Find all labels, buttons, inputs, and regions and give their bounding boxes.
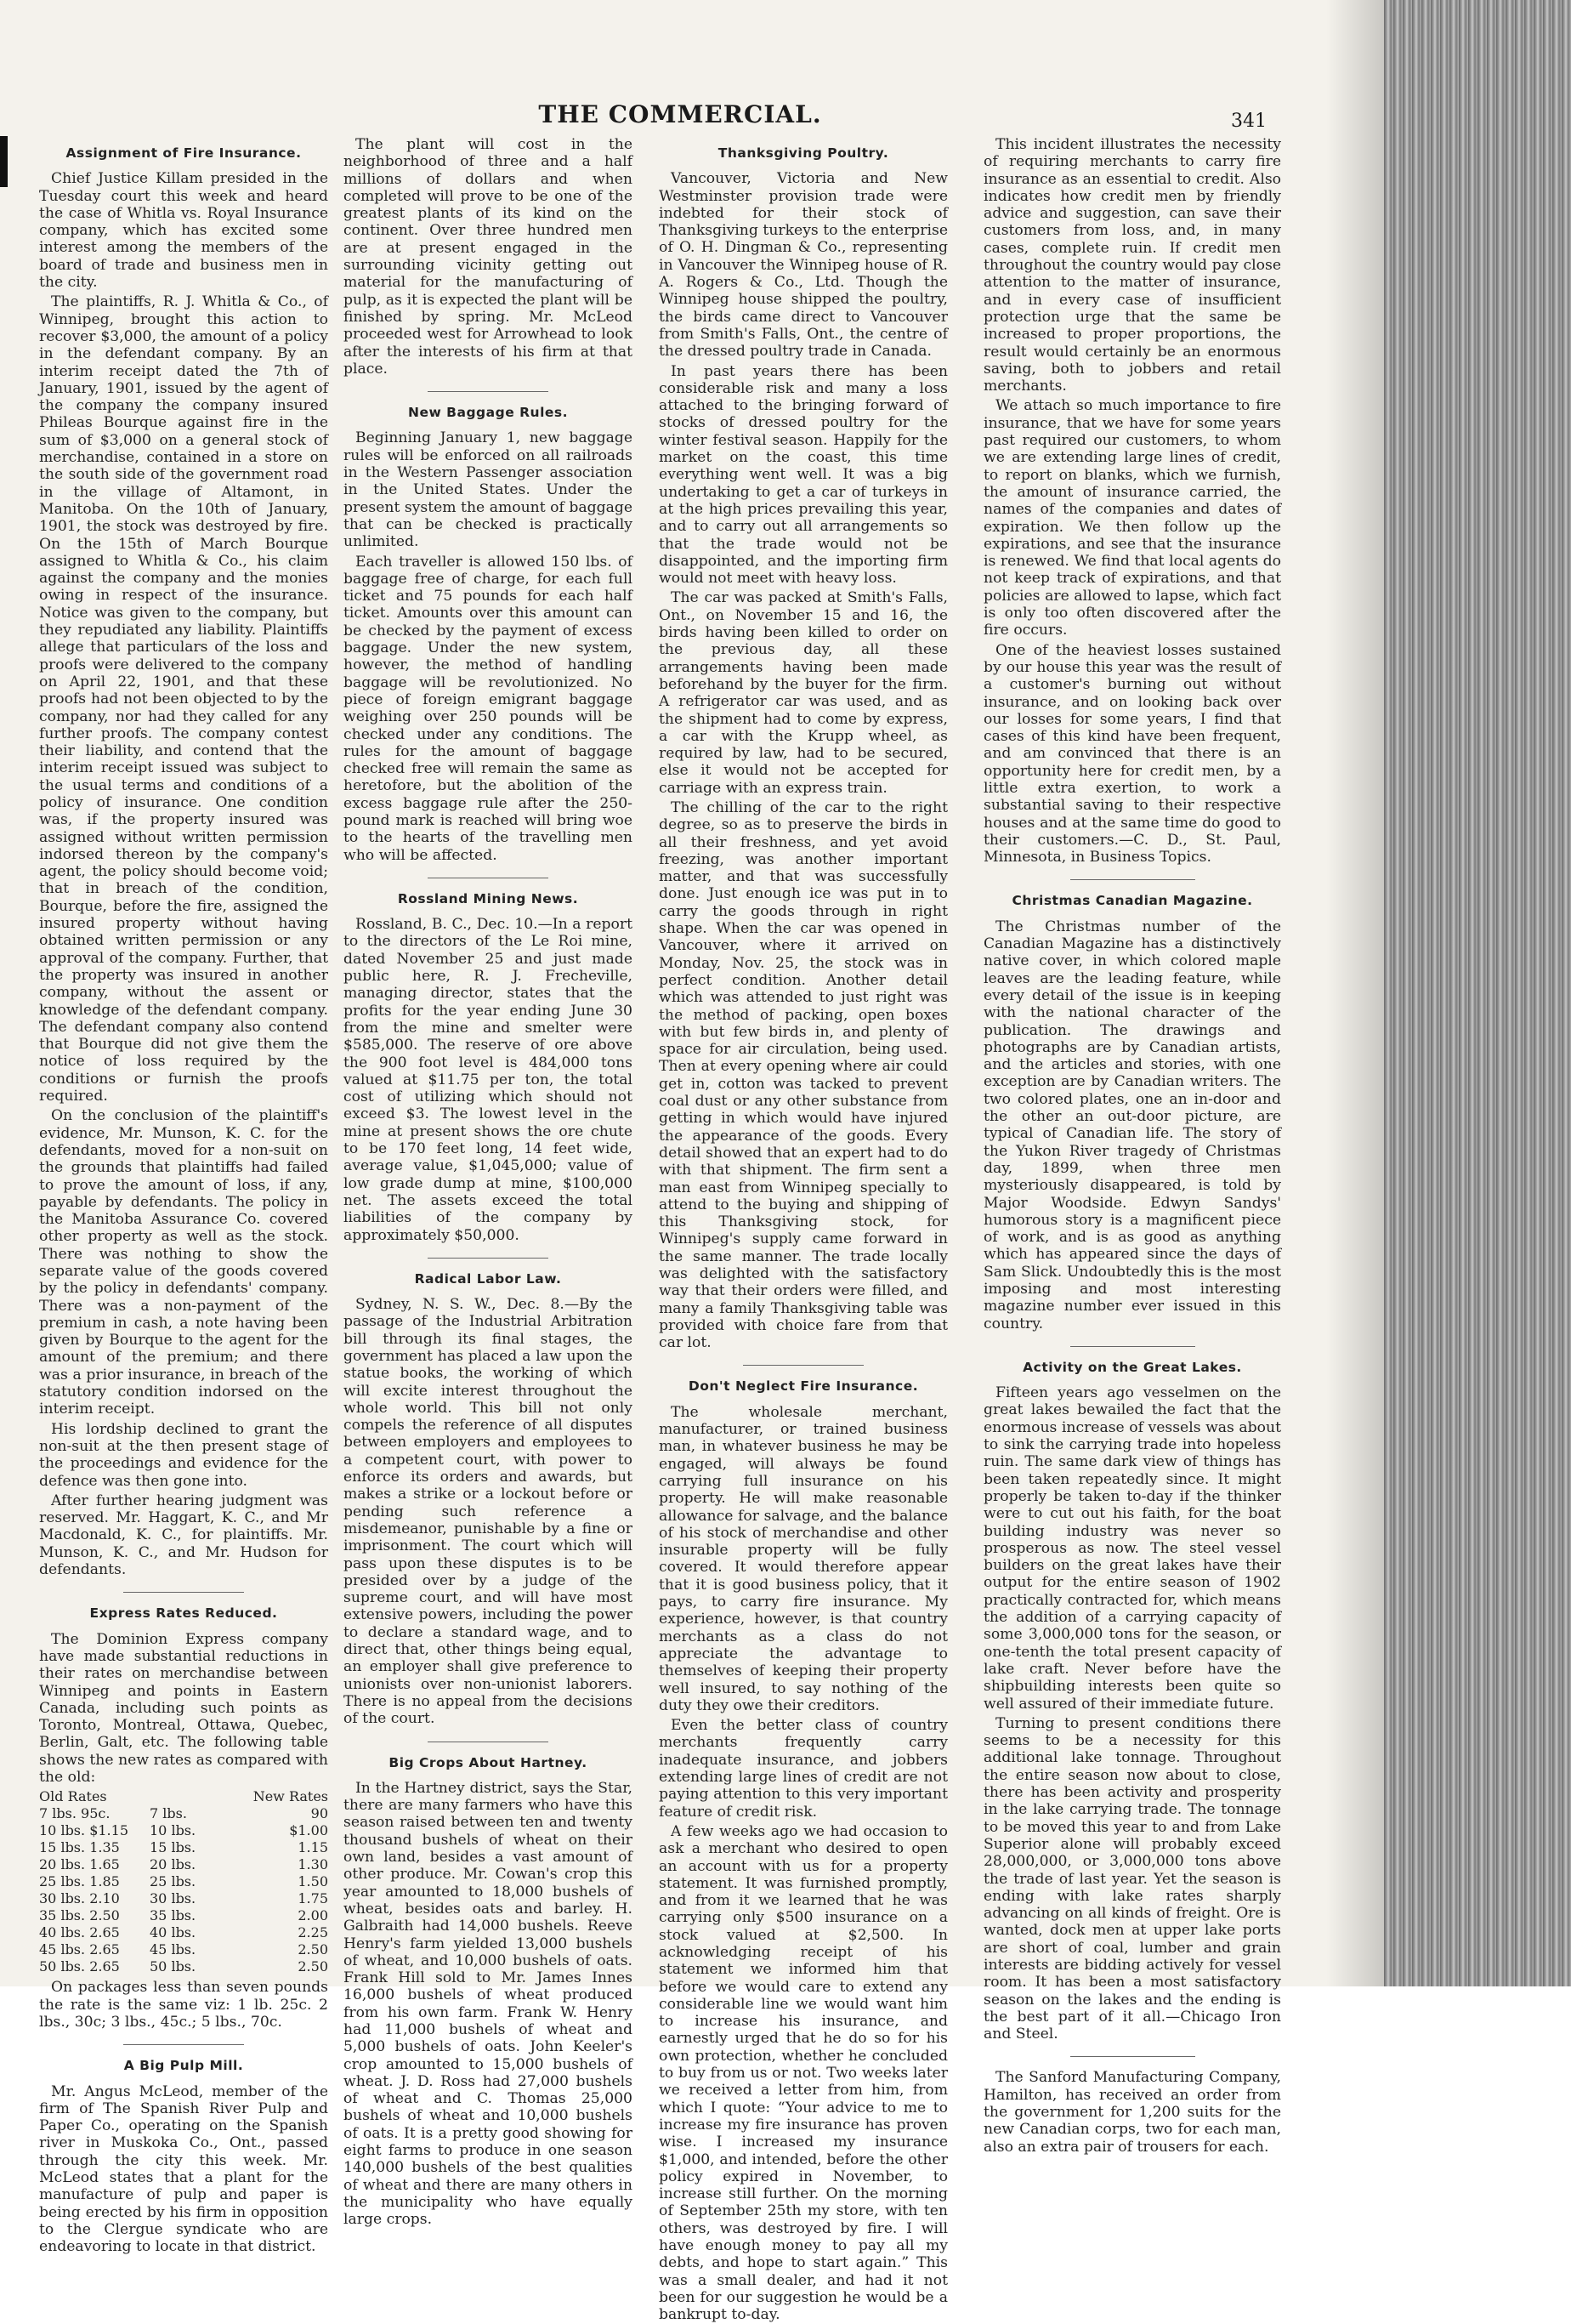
rate-old: 50 lbs. 2.65	[39, 1958, 120, 1975]
article-paragraph: The plaintiffs, R. J. Whitla & Co., of Winnipeg, brought this action to recover $3,000, the amount of a policy in the defendant company. By an interim receipt dated the 7th of January, 1901, issued by the agent of the company the company insured Phileas Bourque against fire in the sum of $3,000 on a general stock of merchandise, contained in a store on the south side of the government road in the village of Altamont, in Manitoba. On the 10th of January, 1901, the stock was destroyed by fire. On the 15th of March Bourque assigned to Whitla & Co., his claim against the company and the monies owing in respect of the insurance. Notice was given to the company, but they repudiated any liability. Plaintiffs allege that particulars of the loss and proofs were delivered to the company on April 22, 1901, and that these proofs had not been objected to by the company, nor had they called for any further proofs. The company contest their liability, and contend that the interim receipt issued was subject to the usual terms and conditions of a policy of insurance. One condition was, if the property insured was assigned without written permission indorsed thereon by the company's agent, the policy should become void; that in breach of the condition, Bourque, before the fire, assigned the insured property without having obtained written permission or any approval of the company. Further, that the property was insured in another company, without the assent or knowledge of the defendant company. The defendant company also contend that Bourque did not give them the notice of loss required by the conditions or furnish the proofs required.	[39, 293, 328, 1105]
rate-weight: 15 lbs.	[150, 1839, 196, 1856]
article-divider	[1070, 879, 1195, 880]
article-paragraph: Rossland, B. C., Dec. 10.—In a report to the directors of the Le Roi mine, dated November 25 and just made public here, R. J. Frecheville, managing director, states that the profits for the year ending June 30 from the mine and smelter were $585,000. The reserve of ore above the 900 foot level is 484,000 tons valued at $11.75 per ton, the total cost of utilizing which should not exceed $3. The lowest level in the mine at present shows the ore chute to be 170 feet long, 14 feet wide, average value, $1,045,000; value of low grade dump at mine, $100,000 net. The assets exceed the total liabilities of the company by approximately $50,000.	[343, 916, 632, 1244]
rates-row	[39, 1873, 328, 1890]
rate-old: 20 lbs. 1.65	[39, 1856, 120, 1873]
article-title: Rossland Mining News.	[397, 890, 579, 906]
rate-new: 2.50	[298, 1958, 328, 1975]
article-divider	[123, 2044, 245, 2045]
article-paragraph: One of the heaviest losses sustained by our house this year was the result of a customer's burning out without insurance, and on looking back over our losses for some years, I find that cases of this kind have been frequent, and am convinced that there is an opportunity here for credit men, by a little extra exertion, to work a substantial saving to their respective houses and at the same time do good to their customers.—C. D., St. Paul, Minnesota, in Business Topics.	[984, 641, 1281, 867]
page-number: 341	[1231, 111, 1267, 132]
article-title: Big Crops About Hartney.	[388, 1754, 587, 1770]
column-2	[343, 136, 632, 2229]
rate-weight: 30 lbs.	[150, 1890, 196, 1907]
rates-row	[39, 1890, 328, 1907]
rates-row	[39, 1805, 328, 1822]
article-divider	[428, 391, 549, 392]
rate-new: 2.25	[298, 1924, 328, 1941]
rate-old: 45 lbs. 2.65	[39, 1941, 120, 1958]
article-paragraph: On packages less than seven pounds the rate is the same viz: 1 lb. 25c. 2 lbs., 30c; 3 lbs., 45c.; 5 lbs., 70c.	[39, 1979, 328, 2031]
article-title: Don't Neglect Fire Insurance.	[688, 1378, 919, 1395]
rates-row	[39, 1822, 328, 1839]
article-divider	[123, 1592, 245, 1593]
rate-old: 30 lbs. 2.10	[39, 1890, 120, 1907]
article-paragraph: The chilling of the car to the right degree, so as to preserve the birds in all their freshness, and yet avoid freezing, was another important matter, and that was successfully done. Just enough ice was put in to carry the goods through in right shape. When the car was opened in Vancouver, where it arrived on Monday, Nov. 25, the stock was in perfect condition. Another detail which was attended to just right was the method of packing, open boxes with but few birds in, and plenty of space for air circulation, being used. Then at every opening where air could get in, cotton was tacked to prevent coal dust or any other substance from getting in which would have injured the appearance of the goods. Every detail showed that an expert had to do with that shipment. The firm sent a man east from Winnipeg specially to attend to the buying and shipping of this Thanksgiving stock, for Winnipeg's supply came forward in the same manner. The trade locally was delighted with the satisfactory way that their orders were filled, and many a family Thanksgiving table was provided with choice fare from that car lot.	[659, 798, 948, 1352]
rate-old: 35 lbs. 2.50	[39, 1907, 120, 1924]
article-paragraph: The car was packed at Smith's Falls, Ont., on November 15 and 16, the birds having been killed to order on the previous day, all these arrangements having been made beforehand by the buyer for the firm. A refrigerator car was used, and as the shipment had to come by express, a car with the Krupp wheel, as required by law, had to be secured, else it would not be accepted for carriage with an express train.	[659, 589, 948, 797]
article-title: A Big Pulp Mill.	[123, 2058, 244, 2074]
binding-shadow	[1326, 0, 1386, 1986]
article-paragraph: Beginning January 1, new baggage rules will be enforced on all railroads in the Western Passenger association in the United States. Under the present system the amount of baggage that can be checked is practically unlimited.	[343, 429, 632, 551]
article-paragraph: Fifteen years ago vesselmen on the great lakes bewailed the fact that the enormous increase of vessels was about to sink the carrying trade into hopeless ruin. The same dark view of things has been taken repeatedly since. It might properly be taken to-day if the thinker were to cut out his faith, for the boat building industry was never so prosperous as now. The steel vessel builders on the great lakes have their output for the entire season of 1902 practically contracted for, which means the addition of a carrying capacity of some 3,000,000 tons for the season, or one-tenth the total present capacity of lake craft. Never before have the shipbuilding interests been quite so well assured of their immediate future.	[984, 1384, 1281, 1713]
article-paragraph: In the Hartney district, says the Star, there are many farmers who have this season raised between ten and twenty thousand bushels of wheat on their own land, besides a vast amount of other produce. Mr. Cowan's crop this year amounted to 18,000 bushels of wheat, besides oats and barley. H. Galbraith had 14,000 bushels. Reeve Henry's farm yielded 13,000 bushels of wheat, and 10,000 bushels of oats. Frank Hill sold to Mr. James Innes 16,000 bushels of wheat produced from his own farm. Frank W. Henry had 11,000 bushels of wheat and 5,000 bushels of oats. John Keeler's crop amounted to 15,000 bushels of wheat. J. D. Ross had 27,000 bushels of wheat and C. Thomas 25,000 bushels of wheat and 10,000 bushels of oats. It is a pretty good showing for eight farms to produce in one season 140,000 bushels of the best qualities of wheat and there are many others in the municipality who have equally large crops.	[343, 1779, 632, 2229]
rate-weight: 25 lbs.	[150, 1873, 196, 1890]
rate-new: 1.75	[298, 1890, 328, 1907]
rate-old: 25 lbs. 1.85	[39, 1873, 120, 1890]
rates-row	[39, 1958, 328, 1975]
rates-col-old: Old Rates	[39, 1788, 107, 1805]
rate-weight: 10 lbs.	[150, 1822, 196, 1839]
rate-weight: 7 lbs.	[150, 1805, 187, 1822]
article-paragraph: Each traveller is allowed 150 lbs. of baggage free of charge, for each full ticket and 75 pounds for each half ticket. Amounts over this amount can be checked by the payment of excess baggage. Under the new system, however, the method of handling baggage will be revolutionized. No piece of foreign emigrant baggage weighing over 250 pounds will be checked under any conditions. The rules for the amount of baggage checked free will remain the same as heretofore, but the abolition of the excess baggage rule after the 250-pound mark is reached will bring woe to the hearts of the travelling men who will be affected.	[343, 553, 632, 864]
article-paragraph: The Dominion Express company have made substantial reductions in their rates on merchandise between Winnipeg and points in Eastern Canada, including such points as Toronto, Montreal, Ottawa, Quebec, Berlin, Galt, etc. The following table shows the new rates as compared with the old:	[39, 1630, 328, 1787]
article-divider	[743, 1365, 865, 1366]
rates-row	[39, 1907, 328, 1924]
column-3	[659, 136, 948, 2324]
rates-table-header	[39, 1788, 328, 1805]
rates-row	[39, 1941, 328, 1958]
rate-old: 15 lbs. 1.35	[39, 1839, 120, 1856]
rate-new: 90	[310, 1805, 328, 1822]
rates-row	[39, 1856, 328, 1873]
article-divider	[1070, 1346, 1195, 1347]
rate-old: 10 lbs. $1.15	[39, 1822, 128, 1839]
rates-row	[39, 1839, 328, 1856]
article-paragraph: Vancouver, Victoria and New Westminster provision trade were indebted for their stock of Thanksgiving turkeys to the enterprise of O. H. Dingman & Co., representing in Vancouver the Winnipeg house of R. A. Rogers & Co., Ltd. Though the Winnipeg house shipped the poultry, the birds came direct to Vancouver from Smith's Falls, Ont., the centre of the dressed poultry trade in Canada.	[659, 170, 948, 361]
article-divider	[1070, 2056, 1195, 2057]
article-title: Christmas Canadian Magazine.	[1012, 893, 1253, 909]
article-divider	[428, 1258, 549, 1259]
rate-old: 7 lbs. 95c.	[39, 1805, 111, 1822]
article-paragraph: On the conclusion of the plaintiff's evidence, Mr. Munson, K. C. for the defendants, moved for a non-suit on the grounds that plaintiffs had failed to prove the amount of loss, if any, payable by defendants. The policy in the Manitoba Assurance Co. covered other property as well as the stock. There was nothing to show the separate value of the goods covered by the policy in defendants' company. There was a non-payment of the premium in cash, a note having been given by Bourque to the agent for the amount of the premium; and there was a prior insurance, in breach of the statutory condition indorsed on the interim receipt.	[39, 1107, 328, 1418]
article-paragraph: Mr. Angus McLeod, member of the firm of The Spanish River Pulp and Paper Co., operating on the Spanish river in Muskoka Co., Ont., passed through the city this week. Mr. McLeod states that a plant for the manufacture of pulp and paper is being erected by his firm in opposition to the Clergue syndicate who are endeavoring to locate in that district.	[39, 2083, 328, 2256]
book-page-edges	[1384, 0, 1571, 1986]
article-paragraph: Even the better class of country merchants frequently carry inadequate insurance, and jobbers extending large lines of credit are not paying attention to this very important feature of credit risk.	[659, 1717, 948, 1821]
article-title: Express Rates Reduced.	[89, 1605, 278, 1622]
article-paragraph: Sydney, N. S. W., Dec. 8.—By the passage of the Industrial Arbitration bill through its final stages, the government has placed a law upon the statue books, the working of which will excite interest throughout the whole world. This bill not only compels the reference of all disputes between employers and employees to a competent court, with power to enforce its orders and awards, but makes a strike or a lockout before or pending such reference a misdemeanor, punishable by a fine or imprisonment. The court which will pass upon these disputes is to be presided over by a judge of the supreme court, and will have most extensive powers, including the power to declare a standard wage, and to direct that, other things being equal, an employer shall give preference to unionists over non-unionist laborers. There is no appeal from the decisions of the court.	[343, 1296, 632, 1728]
rate-old: 40 lbs. 2.65	[39, 1924, 120, 1941]
rate-weight: 40 lbs.	[150, 1924, 196, 1941]
rates-col-new: New Rates	[252, 1788, 328, 1805]
rate-new: 2.00	[298, 1907, 328, 1924]
article-paragraph: In past years there has been considerable risk and many a loss attached to the bringing forward of stocks of dressed poultry for the winter festival season. Happily for the market on the coast, this time everything went well. It was a big undertaking to get a car of turkeys in at the high prices prevailing this year, and to carry out all arrangements so that the trade would not be disappointed, and the importing firm would not meet with heavy loss.	[659, 362, 948, 588]
article-paragraph: The plant will cost in the neighborhood of three and a half millions of dollars and when completed will prove to be one of the greatest plants of its kind on the continent. Over three hundred men are at present engaged in the surrounding vicinity getting out material for the manufacturing of pulp, as it is expected the plant will be finished by spring. Mr. McLeod proceeded west for Arrowhead to look after the interests of his firm at that place.	[343, 136, 632, 378]
rate-weight: 35 lbs.	[150, 1907, 196, 1924]
rate-new: $1.00	[289, 1822, 328, 1839]
article-title: Assignment of Fire Insurance.	[65, 145, 302, 161]
rate-weight: 45 lbs.	[150, 1941, 196, 1958]
article-title: Thanksgiving Poultry.	[717, 145, 889, 161]
article-paragraph: This incident illustrates the necessity of requiring merchants to carry fire insurance as an essential to credit. Also indicates how credit men by friendly advice and suggestion, can save their customers from loss, and, in many cases, complete ruin. If credit men throughout the country would pay close attention to the matter of insurance, and in every case of insufficient protection urge that the same be increased to proper proportions, the result would certainly be an enormous saving, both to jobbers and retail merchants.	[984, 136, 1281, 395]
masthead-title: THE COMMERCIAL.	[538, 100, 822, 128]
scan-edge-mark-small	[0, 162, 3, 187]
article-paragraph: Turning to present conditions there seems to be a necessity for this additional lake tonnage. Throughout the entire season now about to close, there has been activity and prosperity in the lake carrying trade. The tonnage to be moved this year to and from Lake Superior alone will probably exceed 28,000,000, or 3,000,000 tons above the trade of last year. Yet the season is ending with lake rates sharply advancing on all kinds of freight. Ore is wanted, dock men at upper lake ports are short of coal, lumber and grain interests are bidding actively for vessel room. It has been a most satisfactory season on the lakes and the ending is the best part of it all.—Chicago Iron and Steel.	[984, 1714, 1281, 2043]
rate-new: 1.30	[298, 1856, 328, 1873]
rate-new: 1.15	[298, 1839, 328, 1856]
column-4	[984, 136, 1281, 2156]
rate-new: 2.50	[298, 1941, 328, 1958]
article-title: Activity on the Great Lakes.	[1023, 1359, 1242, 1375]
article-paragraph: After further hearing judgment was reserved. Mr. Haggart, K. C., and Mr Macdonald, K. C., for plaintiffs. Mr. Munson, K. C., and Mr. Hudson for defendants.	[39, 1492, 328, 1579]
rate-weight: 50 lbs.	[150, 1958, 196, 1975]
rate-new: 1.50	[298, 1873, 328, 1890]
rates-table	[39, 1788, 328, 1975]
column-1	[39, 136, 328, 2256]
rate-weight: 20 lbs.	[150, 1856, 196, 1873]
article-paragraph: The Christmas number of the Canadian Magazine has a distinctively native cover, in which colored maple leaves are the leading feature, while every detail of the issue is in keeping with the national character of the publication. The drawings and photographs are by Canadian artists, and the articles and stories, with one exception are by Canadian writers. The two colored plates, one an in-door and the other an out-door picture, are typical of Canadian life. The story of the Yukon River tragedy of Christmas day, 1899, when three men mysteriously disappeared, is told by Major Woodside. Edwyn Sandys' humorous story is a magnificent piece of work, and is as good as anything which has appeared since the days of Sam Slick. Undoubtedly this is the most imposing and most interesting magazine number ever issued in this country.	[984, 918, 1281, 1332]
article-paragraph: A few weeks ago we had occasion to ask a merchant who desired to open an account with us for a property statement. It was furnished promptly, and from it we learned that he was carrying only $500 insurance on a stock valued at $2,500. In acknowledging receipt of his statement we informed him that before we would care to extend any considerable line we would want him to increase his insurance, and earnestly urged that he do so for his own protection, whether he concluded to buy from us or not. Two weeks later we received a letter from him, from which I quote: “Your advice to me to increase my fire insurance has proven wise. I increased my insurance $1,000, and intended, before the other policy expired in November, to increase still further. On the morning of September 25th my store, with ten others, was destroyed by fire. I will have enough money to pay all my debts, and hope to start again.” This was a small dealer, and had it not been for our suggestion he would be a bankrupt to-day.	[659, 1822, 948, 2324]
article-title: Radical Labor Law.	[414, 1270, 562, 1287]
article-paragraph: The wholesale merchant, manufacturer, or trained business man, in whatever business he may be engaged, will always be found carrying full insurance on his property. He will make reasonable allowance for salvage, and the balance of his stock of merchandise and other insurable property will be fully covered. It would therefore appear that it is good business policy, that it pays, to carry fire insurance. My experience, however, is that country merchants as a class do not appreciate the advantage to themselves of keeping their property well insured, to say nothing of the duty they owe their creditors.	[659, 1403, 948, 1714]
article-title: New Baggage Rules.	[407, 405, 569, 421]
article-paragraph: Chief Justice Killam presided in the Tuesday court this week and heard the case of Whitla vs. Royal Insurance company, which has excited some interest among the members of the board of trade and business men in the city.	[39, 170, 328, 292]
article-paragraph: The Sanford Manufacturing Company, Hamilton, has received an order from the government for 1,200 suits for the new Canadian corps, two for each man, also an extra pair of trousers for each.	[984, 2069, 1281, 2156]
article-paragraph: We attach so much importance to fire insurance, that we have for some years past required our customers, to whom we are extending large lines of credit, to report on blanks, which we furnish, the amount of insurance carried, the names of the companies and dates of expiration. We then follow up the expirations, and see that the insurance is renewed. We find that local agents do not keep track of expirations, and that policies are allowed to lapse, which fact is only too often discovered after the fire occurs.	[984, 397, 1281, 639]
article-paragraph: His lordship declined to grant the non-suit at the then present stage of the proceedings and evidence for the defence was then gone into.	[39, 1420, 328, 1490]
rates-row	[39, 1924, 328, 1941]
